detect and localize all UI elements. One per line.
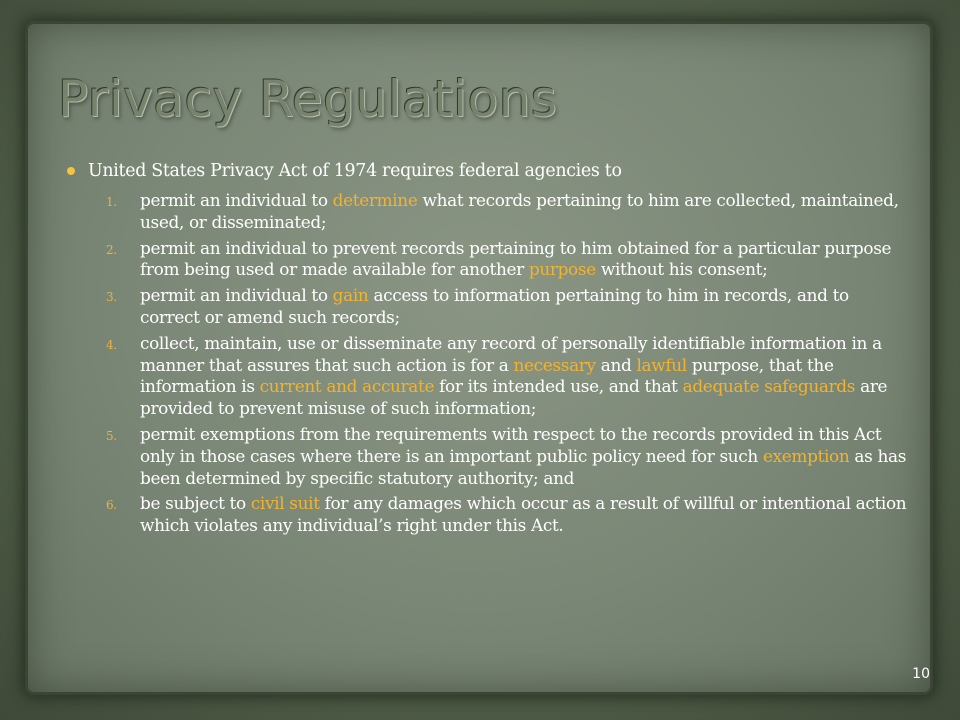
highlighted-term: gain bbox=[332, 285, 369, 306]
highlighted-term: adequate safeguards bbox=[682, 376, 856, 397]
list-item-text: permit exemptions from the requirements with respect to the records provided in this Act only in those cases where there is an important public policy need for such bbox=[140, 423, 882, 466]
list-item-text: without his consent; bbox=[595, 259, 768, 280]
list-item bbox=[64, 238, 909, 282]
list-item-text: collect, maintain, use or disseminate any record of personally identifiable information in a manner that assures that such action is for a bbox=[140, 332, 882, 375]
list-item bbox=[64, 333, 909, 420]
numbered-list bbox=[64, 190, 909, 537]
list-item-number: 5. bbox=[106, 428, 117, 443]
highlighted-term: determine bbox=[332, 190, 418, 210]
list-item-text: permit an individual to prevent records pertaining to him obtained for a particular purpose from being used or made available for another bbox=[140, 237, 892, 280]
list-item-text: access to information pertaining to him in records, and to correct or amend such records; bbox=[140, 285, 849, 327]
list-item-number: 3. bbox=[106, 290, 117, 305]
list-item-text: for its intended use, and that bbox=[434, 376, 683, 397]
list-item-text: are provided to prevent misuse of such information; bbox=[140, 376, 888, 419]
list-item-text: and bbox=[595, 354, 637, 375]
list-item-number: 4. bbox=[106, 337, 117, 352]
list-item-number: 1. bbox=[106, 195, 117, 209]
list-item bbox=[64, 424, 909, 489]
list-item bbox=[64, 190, 909, 234]
slide-content bbox=[64, 160, 909, 541]
list-item-text: purpose, that the information is bbox=[140, 354, 834, 397]
highlighted-term: exemption bbox=[762, 445, 850, 466]
highlighted-term: necessary bbox=[513, 354, 596, 375]
list-item bbox=[64, 285, 909, 329]
lead-bullet-text: United States Privacy Act of 1974 requires federal agencies to bbox=[88, 161, 622, 181]
highlighted-term: purpose bbox=[528, 259, 596, 280]
page-number: 10 bbox=[912, 666, 930, 682]
list-item-text: be subject to bbox=[140, 493, 251, 514]
list-item bbox=[64, 493, 909, 537]
list-item-text: for any damages which occur as a result of willful or intentional action which violates any individual’s right under this Act. bbox=[140, 493, 907, 536]
list-item-number: 6. bbox=[106, 498, 117, 513]
list-item-text: permit an individual to bbox=[140, 285, 333, 306]
list-item-text: what records pertaining to him are collected, maintained, used, or disseminated; bbox=[140, 190, 899, 232]
slide-title: Privacy Regulations bbox=[58, 70, 558, 128]
lead-bullet bbox=[64, 160, 909, 182]
bullet-dot-icon bbox=[67, 167, 75, 175]
highlighted-term: current and accurate bbox=[259, 376, 435, 397]
list-item-text: as has been determined by specific statutory authority; and bbox=[140, 445, 907, 488]
list-item-number: 2. bbox=[106, 242, 117, 257]
highlighted-term: lawful bbox=[636, 354, 687, 375]
list-item-text: permit an individual to bbox=[140, 190, 333, 210]
highlighted-term: civil suit bbox=[250, 493, 320, 514]
